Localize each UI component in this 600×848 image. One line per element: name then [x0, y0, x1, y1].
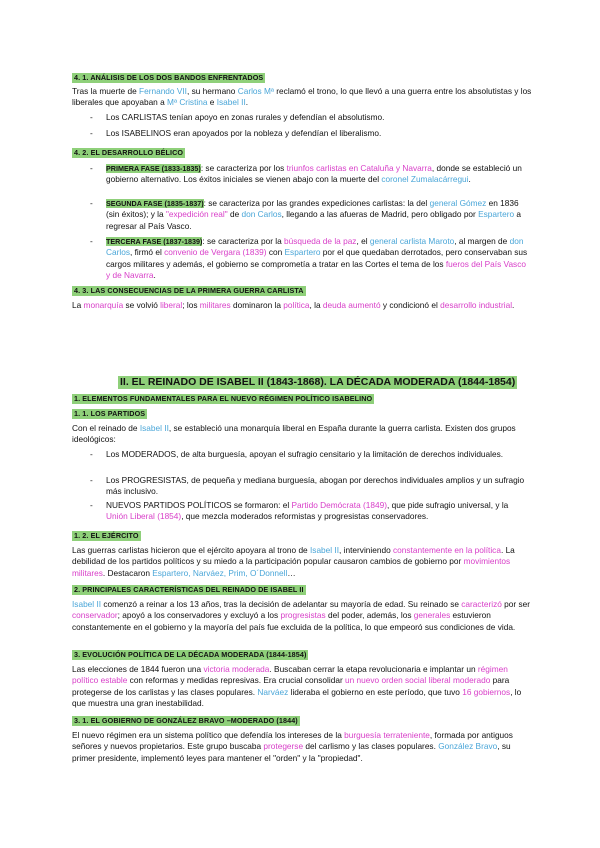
- highlighted-term: Espartero: [478, 209, 515, 220]
- text-run: , la: [309, 300, 323, 310]
- list-item: [106, 475, 532, 498]
- highlighted-term: movimientos militares: [72, 556, 511, 578]
- highlighted-term: protegerse: [263, 741, 304, 752]
- highlighted-term: Unión Liberal (1854): [106, 511, 182, 522]
- text-run: , firmó el: [129, 247, 165, 258]
- text-run: del poder, además, los: [325, 610, 414, 621]
- list-item: [106, 163, 532, 186]
- highlighted-term: victoria moderada: [203, 664, 270, 674]
- text-run: . La debilidad de los partidos políticos y su miedo a la participación popular causaron cambios de gobierno por: [72, 545, 515, 567]
- highlighted-term: 16 gobiernos: [462, 686, 511, 697]
- bullet-dash: -: [90, 475, 93, 485]
- text-run: : se caracteriza por los: [200, 163, 287, 173]
- highlighted-term: constantemente en la política: [393, 545, 501, 555]
- highlighted-term: deuda aumentó: [322, 300, 381, 310]
- text-run: .: [245, 97, 249, 108]
- text-run: lideraba el gobierno en este período, que tuvo: [288, 686, 463, 697]
- highlighted-term: González Bravo: [438, 741, 498, 752]
- highlighted-term: caracterizó: [461, 599, 502, 609]
- text-run: …: [287, 567, 296, 578]
- list-item: Los ISABELINOS eran apoyados por la nobleza y defendían el liberalismo.: [106, 128, 382, 138]
- text-run: . Destacaron: [102, 567, 153, 578]
- highlighted-term: Isabel II: [139, 423, 169, 433]
- highlighted-term: fueros del País Vasco y de Navarra: [106, 258, 526, 280]
- text-run: Los MODERADOS, de alta burguesía, apoyan el sufragio censitario y la limitación de derechos individuales.: [106, 449, 504, 459]
- highlighted-term: triunfos carlistas en Cataluña y Navarra: [286, 163, 432, 173]
- text-run: La: [72, 300, 84, 310]
- text-run: para protegerse de los carlistas y las clases populares.: [72, 675, 510, 697]
- subsection-heading: 1. 1. LOS PARTIDOS: [74, 409, 146, 418]
- highlighted-term: don Carlos: [106, 236, 524, 258]
- phase-label: PRIMERA FASE (1833-1835): [106, 164, 201, 173]
- highlighted-term: Isabel II: [216, 97, 246, 108]
- phase-label: SEGUNDA FASE (1835-1837): [106, 199, 204, 208]
- text-run: estuvieron constantemente en el gobierno y la mayoría del país fue excluida de la política, lo que empeoró sus condiciones de vida.: [72, 610, 516, 632]
- paragraph: [72, 300, 532, 311]
- list-item: [106, 236, 532, 281]
- highlighted-term: búsqueda de la paz: [284, 236, 357, 246]
- highlighted-term: militares: [199, 300, 231, 310]
- section-heading: 4. 2. EL DESARROLLO BÉLICO: [74, 148, 184, 157]
- paragraph: [72, 730, 532, 764]
- highlighted-term: monarquía: [83, 300, 124, 310]
- highlighted-term: Mª Cristina: [167, 97, 208, 108]
- highlighted-term: general Gómez: [429, 198, 487, 208]
- section-heading: 2. PRINCIPALES CARACTERÍSTICAS DEL REINADO DE ISABEL II: [74, 585, 304, 594]
- text-run: , llegando a las afueras de Madrid, pero obligado por: [281, 209, 479, 220]
- text-run: ; apoyó a los conservadores y excluyó a los: [117, 610, 281, 621]
- text-run: de: [227, 209, 242, 220]
- text-run: con: [266, 247, 285, 258]
- highlighted-term: Isabel II: [309, 545, 340, 555]
- section-heading: 3. 1. EL GOBIERNO DE GONZÁLEZ BRAVO –MODERADO (1844): [74, 716, 298, 725]
- section-heading: 1. ELEMENTOS FUNDAMENTALES PARA EL NUEVO RÉGIMEN POLÍTICO ISABELINO: [74, 394, 373, 403]
- text-run: .: [512, 300, 515, 310]
- text-run: Los PROGRESISTAS, de pequeña y mediana burguesía, abogan por derechos individuales amplios y un sufragio más inclusivo.: [106, 475, 525, 497]
- text-run: , se estableció una monarquía liberal en España durante la guerra carlista. Existen dos grupos ideológicos:: [72, 423, 516, 445]
- text-run: en 1836 (sin éxitos); y la: [106, 198, 519, 220]
- text-run: , formada por antiguos señores y nuevos propietarios. Este grupo buscaba: [72, 730, 513, 752]
- text-run: por el que quedaban derrotados, pero conservaban sus cargos militares y además, el gobierno se comprometía a tratar en las Cortes el tema de los: [106, 247, 528, 269]
- highlighted-term: Fernando VII: [139, 86, 187, 96]
- paragraph: [72, 599, 532, 633]
- highlighted-term: general carlista Maroto: [369, 236, 455, 246]
- highlighted-term: Espartero, Narváez, Prim, O´Donnell: [152, 567, 288, 578]
- text-run: Con el reinado de: [72, 423, 140, 433]
- text-run: , el: [356, 236, 370, 246]
- highlighted-term: Isabel II: [72, 599, 102, 609]
- text-run: , donde se estableció un gobierno alternativo. Los éxitos iniciales se vienen abajo con la muerte del: [106, 163, 522, 185]
- text-run: .: [468, 174, 471, 185]
- text-run: a regresar al País Vasco.: [106, 209, 522, 231]
- chapter-title: II. EL REINADO DE ISABEL II (1843-1868). LA DÉCADA MODERADA (1844-1854): [120, 376, 516, 388]
- list-item: Los CARLISTAS tenían apoyo en zonas rurales y defendían el absolutismo.: [106, 112, 385, 122]
- bullet-dash: -: [90, 112, 93, 122]
- text-run: , interviniendo: [339, 545, 394, 555]
- text-run: . Buscaban cerrar la etapa revolucionaria e implantar un: [269, 664, 478, 674]
- highlighted-term: desarrollo industrial: [440, 300, 513, 310]
- bullet-dash: -: [90, 236, 93, 246]
- text-run: e: [207, 97, 217, 108]
- highlighted-term: Carlos Mª: [237, 86, 274, 96]
- text-run: Tras la muerte de: [72, 86, 140, 96]
- text-run: Las elecciones de 1844 fueron una: [72, 664, 204, 674]
- text-run: Las guerras carlistas hicieron que el ejército apoyara al trono de: [72, 545, 310, 555]
- bullet-dash: -: [90, 198, 93, 208]
- text-run: con reformas y medidas represivas. Era crucial consolidar: [127, 675, 346, 686]
- section-heading: 1. 2. EL EJÉRCITO: [74, 531, 139, 540]
- highlighted-term: liberal: [160, 300, 183, 310]
- bullet-dash: -: [90, 500, 93, 510]
- text-run: ; los: [182, 300, 200, 310]
- paragraph: [72, 423, 532, 446]
- section-heading: 4. 3. LAS CONSECUENCIAS DE LA PRIMERA GUERRA CARLISTA: [74, 286, 304, 295]
- text-run: y condicionó el: [380, 300, 441, 310]
- highlighted-term: conservador: [72, 610, 118, 621]
- text-run: por ser: [501, 599, 530, 609]
- list-item: [106, 449, 532, 460]
- highlighted-term: progresistas: [280, 610, 326, 621]
- highlighted-term: "expedición real": [165, 209, 228, 220]
- text-run: se volvió: [123, 300, 161, 310]
- highlighted-term: política: [283, 300, 310, 310]
- text-run: : se caracteriza por la: [202, 236, 285, 246]
- section-heading: 3. EVOLUCIÓN POLÍTICA DE LA DÉCADA MODERADA (1844-1854): [74, 650, 307, 659]
- text-run: , al margen de: [454, 236, 510, 246]
- highlighted-term: Espartero: [284, 247, 321, 258]
- text-run: , que pide sufragio universal, y la: [386, 500, 509, 510]
- list-item: [106, 198, 532, 232]
- text-run: reclamó el trono, lo que llevó a una guerra entre los absolutistas y los liberales que apoyaban a: [72, 86, 532, 108]
- highlighted-term: un nuevo orden social liberal moderado: [345, 675, 491, 686]
- paragraph: [72, 545, 532, 579]
- text-run: : se caracteriza por las grandes expediciones carlistas: la del: [203, 198, 430, 208]
- text-run: , lo que muestra una gran inestabilidad.: [72, 686, 522, 708]
- list-item: [106, 500, 532, 523]
- text-run: , su primer presidente, implementó leyes para mantener el "orden" y la "propiedad".: [72, 741, 511, 763]
- text-run: , su hermano: [186, 86, 238, 96]
- bullet-dash: -: [90, 163, 93, 173]
- text-run: dominaron la: [230, 300, 284, 310]
- text-run: El nuevo régimen era un sistema político que defendía los intereses de la: [72, 730, 345, 740]
- highlighted-term: convenio de Vergara (1839): [164, 247, 267, 258]
- paragraph: [72, 86, 532, 109]
- text-run: , que mezcla moderados reformistas y progresistas conservadores.: [181, 511, 429, 522]
- highlighted-term: Narváez: [257, 686, 289, 697]
- text-run: comenzó a reinar a los 13 años, tras la decisión de adelantar su mayoría de edad. Su reinado se: [101, 599, 462, 609]
- highlighted-term: generales: [413, 610, 451, 621]
- bullet-dash: -: [90, 449, 93, 459]
- highlighted-term: don Carlos: [241, 209, 282, 220]
- text-run: del carlismo y las clases populares.: [303, 741, 439, 752]
- text-run: .: [153, 269, 156, 280]
- highlighted-term: Partido Demócrata (1849): [291, 500, 387, 510]
- text-run: NUEVOS PARTIDOS POLÍTICOS se formaron: el: [106, 500, 292, 510]
- highlighted-term: coronel Zumalacárregui: [381, 174, 469, 185]
- highlighted-term: burguesía terrateniente: [344, 730, 430, 740]
- section-heading: 4. 1. ANÁLISIS DE LOS DOS BANDOS ENFRENTADOS: [74, 73, 264, 82]
- paragraph: [72, 664, 532, 709]
- highlighted-term: régimen político estable: [72, 664, 508, 686]
- phase-label: TERCERA FASE (1837-1839): [106, 237, 203, 246]
- bullet-dash: -: [90, 128, 93, 138]
